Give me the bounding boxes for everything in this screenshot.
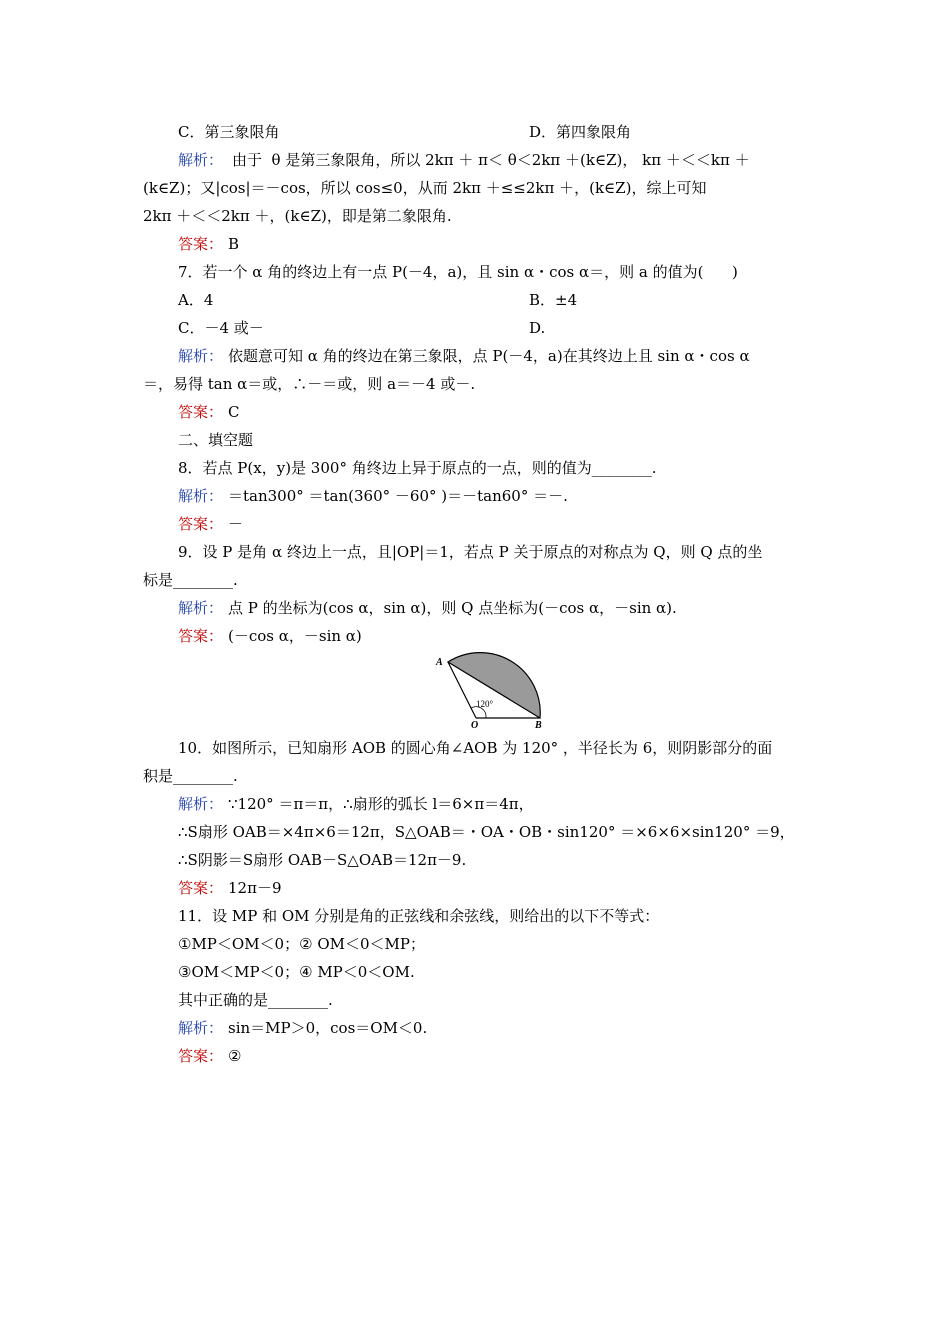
solution-label: 解析： [178, 347, 224, 365]
solution-label: 解析： [178, 795, 224, 813]
point-o-label: O [471, 720, 479, 730]
choice-d: D. [529, 319, 546, 337]
answer-text: ② [228, 1047, 242, 1065]
section-title: 二、填空题 [178, 431, 254, 449]
answer-text: B [228, 235, 240, 253]
solution-label: 解析： [178, 599, 224, 617]
point-a-label: A [436, 657, 443, 668]
q11-answer-line [0, 1045, 950, 1133]
answer-text: (－cos α，－sin α) [228, 627, 362, 645]
answer-label: 答案： [178, 879, 224, 897]
question-text: 标是________. [143, 571, 238, 589]
solution-text: 依题意可知 α 角的终边在第三象限，点 P(－4，a)在其终边上且 sin α・cos α [228, 347, 750, 365]
solution-text: ∵120° ＝π＝π，∴扇形的弧长 l＝6×π＝4π， [228, 795, 534, 813]
solution-text: sin＝MP＞0，cos＝OM＜0. [228, 1019, 428, 1037]
solution-text: 由于 θ 是第三象限角，所以 2kπ ＋ π＜ θ＜2kπ ＋(k∈Z)， kπ ＋＜＜kπ ＋ [232, 151, 750, 169]
solution-label: 解析： [178, 1019, 224, 1037]
solution-label: 解析： [178, 487, 224, 505]
solution-label: 解析： [178, 151, 224, 169]
solution-text: 点 P 的坐标为(cos α，sin α)，则 Q 点坐标为(－cos α，－sin α). [228, 599, 677, 617]
question-text: 积是________. [143, 767, 238, 785]
question-text: 其中正确的是________. [178, 991, 333, 1009]
answer-label: 答案： [178, 235, 224, 253]
point-b-label: B [535, 720, 542, 730]
solution-text: (k∈Z)；又|cos|＝－cos，所以 cos≤0，从而 2kπ ＋≤≤2kπ ＋，(k∈Z)，综上可知 [143, 179, 707, 197]
option-text: ①MP＜OM＜0；② OM＜0＜MP； [178, 935, 425, 953]
solution-text: ∴S阴影＝S扇形 OAB－S△OAB＝12π－9. [178, 851, 467, 869]
choice-c: C．第三象限角 [178, 123, 280, 141]
solution-text: ∴S扇形 OAB＝×4π×6＝12π，S△OAB＝・OA・OB・sin120° ＝×6×6×sin120° ＝9， [178, 823, 795, 841]
solution-text: 2kπ ＋＜＜2kπ ＋，(k∈Z)，即是第二象限角. [143, 207, 452, 225]
choice-b: B．±4 [529, 291, 578, 309]
option-text: ③OM＜MP＜0；④ MP＜0＜OM. [178, 963, 415, 981]
answer-label: 答案： [178, 627, 224, 645]
solution-text: ＝tan300° ＝tan(360° －60° )＝－tan60° ＝－. [228, 487, 568, 505]
answer-text: C [228, 403, 240, 421]
answer-label: 答案： [178, 403, 224, 421]
choice-a: A．4 [178, 291, 214, 309]
question-text: 8．若点 P(x，y)是 300° 角终边上异于原点的一点，则的值为________. [178, 459, 657, 477]
sector-figure [430, 652, 550, 730]
answer-label: 答案： [178, 515, 224, 533]
answer-label: 答案： [178, 1047, 224, 1065]
choice-c: C．－4 或－ [178, 319, 264, 337]
answer-text: 12π－9 [228, 879, 282, 897]
question-text: 10．如图所示，已知扇形 AOB 的圆心角∠AOB 为 120° ，半径长为 6，则阴影部分的面 [178, 739, 773, 757]
question-text: 9．设 P 是角 α 终边上一点，且|OP|＝1，若点 P 关于原点的对称点为 Q，则 Q 点的坐 [178, 543, 763, 561]
choice-d: D．第四象限角 [529, 123, 632, 141]
shaded-segment [448, 653, 540, 718]
solution-text: ＝，易得 tan α＝或，∴－＝或，则 a＝－4 或－. [143, 375, 476, 393]
question-text: 11．设 MP 和 OM 分别是角的正弦线和余弦线，则给出的以下不等式： [178, 907, 660, 925]
question-text: 7．若一个 α 角的终边上有一点 P(－4，a)，且 sin α・cos α＝，则 a 的值为( ) [178, 263, 738, 281]
answer-text: － [228, 515, 244, 533]
angle-label: 120° [476, 699, 494, 709]
